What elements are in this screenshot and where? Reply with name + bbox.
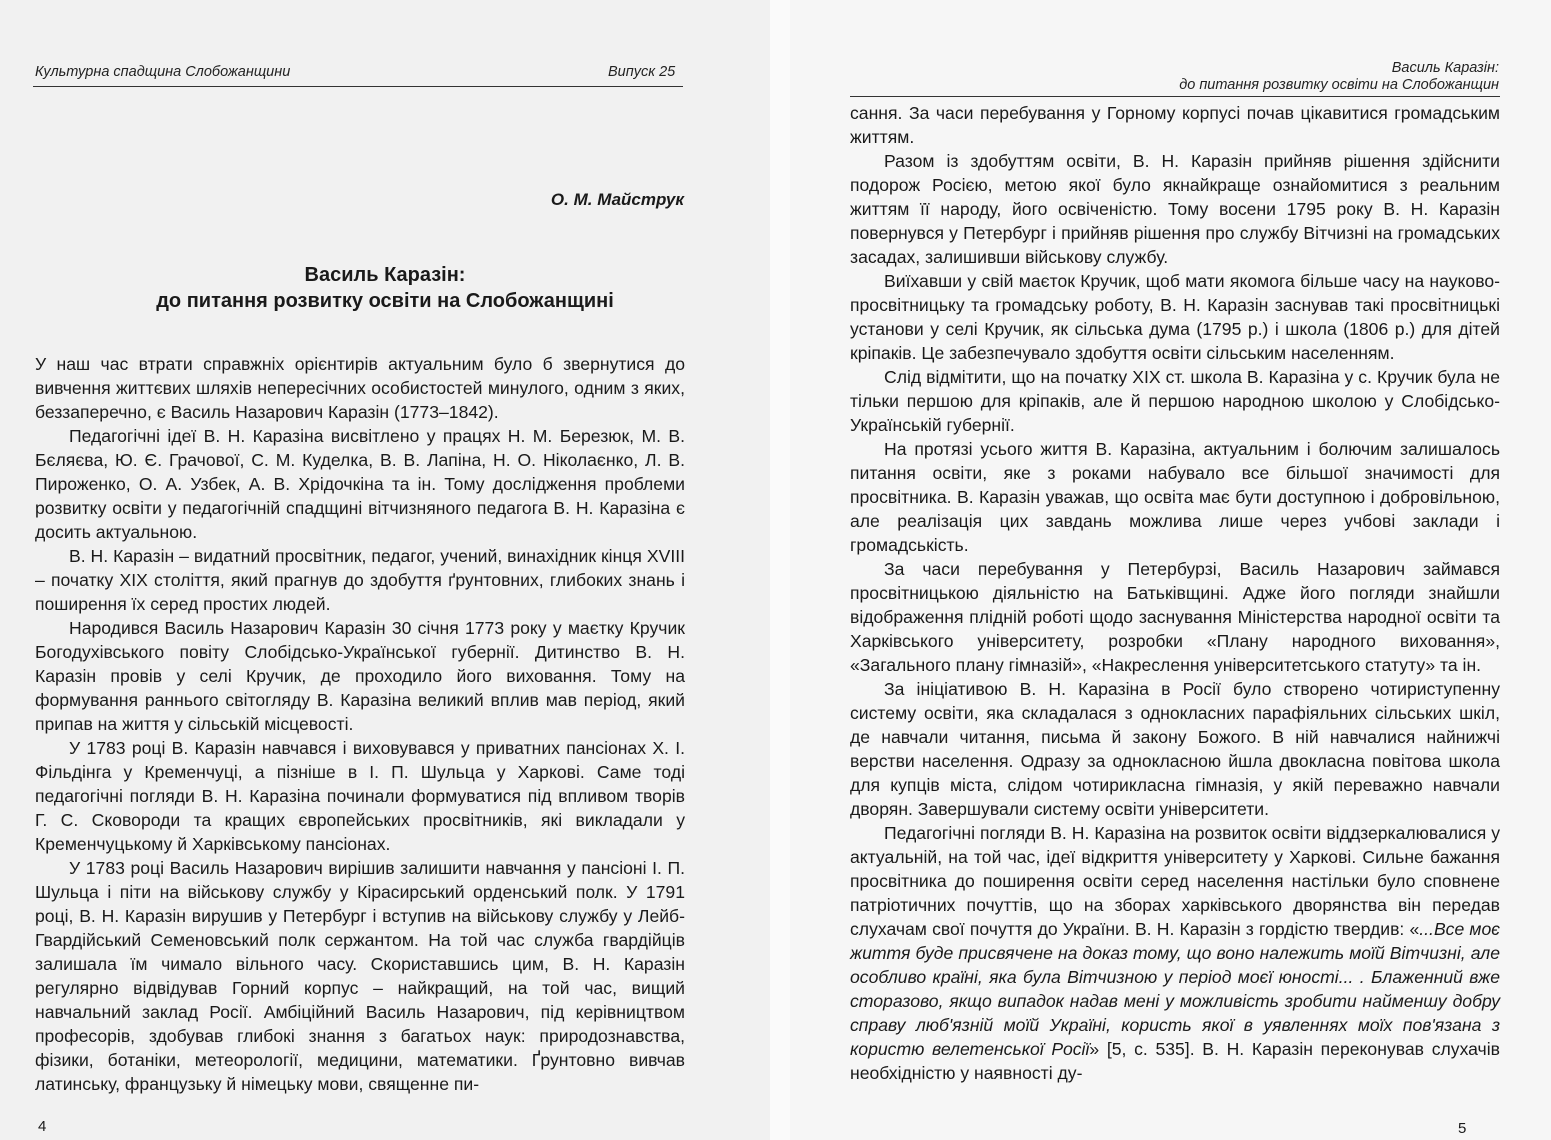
paragraph-start: Педагогічні погляди В. Н. Каразіна на розвиток освіти віддзеркалювалися у актуальній, на той час, ідеї відкриття університету у Харкові. Сильне бажання просвітника до поширення освіти серед населення настільки було сповнене патріотичних почуттів, що на зборах харківського дворянства він передав слухачам свої почуття до України. В. Н. Каразін з гордістю твердив: « <box>850 823 1500 939</box>
running-header-left: Культурна спадщина Слобожанщини <box>35 64 291 80</box>
paragraph: сання. За часи перебування у Горному корпусі почав цікавитися громадським життям. <box>850 103 1500 147</box>
gutter <box>770 0 790 1140</box>
paragraph: За часи перебування у Петербурзі, Василь Назарович займався просвітницькою діяльністю на Батьківщині. Адже його погляди знайшли відображення плідній роботі щодо заснування Міністерства народної освіти та Харківського університету, розробки «Плану народного виховання», «Загального плану гімназій», «Накреслення університетського статуту» та ін. <box>850 559 1500 675</box>
paragraph: Народився Василь Назарович Каразін 30 січня 1773 року у маєтку Кручик Богодухівського повіту Слобідсько-Української губернії. Дитинство В. Н. Каразін провів у селі Кручик, де проходило його виховання. Тому на формування раннього світогляду В. Каразіна великий вплив мав період, який припав на життя у сільській місцевості. <box>35 618 685 734</box>
paragraph: За ініціативою В. Н. Каразіна в Росії було створено чотириступенну систему освіти, яка складалася з однокласних парафіяльних сільських шкіл, де навчали читання, письма й закону Божого. В ній навчалися найнижчі верстви населення. Одразу за однокласною йшла двокласна повітова школа для купців міста, слідом чотирикласна гімназія, у якій переважно навчали дворян. Завершували систему освіти університети. <box>850 679 1500 819</box>
paragraph: В. Н. Каразін – видатний просвітник, педагог, учений, винахідник кінця XVIII – початку XIX століття, який прагнув до здобуття ґрунтовних, глибоких знань і поширення їх серед простих людей. <box>35 546 685 614</box>
quote: ...Все моє життя буде присвячене на доказ тому, що воно належить моїй Вітчизні, але особливо країні, яка була Вітчизною у період моєї юності... . Блаженний вже сторазово, якщо випадок надав мені у можливість зробити найменшу добру справу люб'язній моїй Україні, користь якої в уявленнях моїх пов'язана з користю велетенської Росії <box>850 919 1501 1059</box>
right-body <box>850 101 1500 1085</box>
paragraph: У наш час втрати справжніх орієнтирів актуальним було б звернутися до вивчення життєвих шляхів непересічних особистостей минулого, одним з яких, беззаперечно, є Василь Назарович Каразін (1773–1842). <box>35 354 685 422</box>
left-body <box>35 352 685 1096</box>
header-rule <box>850 96 1500 97</box>
article-title <box>0 262 770 314</box>
running-header-right <box>1179 60 1499 94</box>
left-page <box>0 0 770 1140</box>
right-page <box>790 0 1551 1140</box>
paragraph: У 1783 році В. Каразін навчався і виховувався у приватних пансіонах Х. І. Фільдінга у Кременчуці, а пізніше в І. П. Шульца у Харкові. Саме тоді педагогічні погляди В. Н. Каразіна починали формуватися під впливом творів Г. С. Сковороди та кращих європейських просвітників, які викладали у Кременчуцькому й Харківському пансіонах. <box>35 738 685 854</box>
paragraph: Слід відмітити, що на початку XIX ст. школа В. Каразіна у с. Кручик була не тільки першою для кріпаків, але й першою народною школою у Слобідсько-Українській губернії. <box>850 367 1500 435</box>
paragraph-end: » [5, с. 535]. В. Н. Каразін переконував слухачів необхідністю у наявності ду- <box>850 1039 1500 1083</box>
paragraph: Педагогічні ідеї В. Н. Каразіна висвітлено у працях Н. М. Березюк, М. В. Бєляєва, Ю. Є. Грачової, С. М. Куделка, В. В. Лапіна, Н. О. Ніколаєнко, Л. В. Пироженко, О. А. Узбек, А. В. Хрідочкіна та ін. Тому дослідження проблеми розвитку освіти у педагогічній спадщині вітчизняного педагога В. Н. Каразіна є досить актуальною. <box>35 426 685 542</box>
paragraph: Виїхавши у свій маєток Кручик, щоб мати якомога більше часу на науково-просвітницьку та громадську роботу, В. Н. Каразін заснував такі просвітницькі установи у селі Кручик, як сільська дума (1795 р.) і школа (1806 р.) для дітей кріпаків. Це забезпечувало здобуття освіти сільським населенням. <box>850 271 1500 363</box>
paragraph-with-quote <box>850 821 1500 1085</box>
author: О. М. Майструк <box>550 190 684 209</box>
paragraph: На протязі усього життя В. Каразіна, актуальним і болючим залишалось питання освіти, яке з роками набувало все більшої значимості для просвітника. В. Каразін уважав, що освіта має бути доступною і добровільною, але реалізація цих завдань можлива лише через учбові заклади і громадськість. <box>850 439 1500 555</box>
title-line-2: до питання розвитку освіти на Слобожанщині <box>156 290 614 312</box>
issue-number: Випуск 25 <box>608 64 676 80</box>
title-line-1: Василь Каразін: <box>304 264 466 286</box>
paragraph: Разом із здобуттям освіти, В. Н. Каразін прийняв рішення здійснити подорож Росією, метою якої було якнайкраще ознайомитися з реальним життям її народу, його освіченістю. Тому восени 1795 року В. Н. Каразін повернувся у Петербург і прийняв рішення про службу Вітчизні на громадських засадах, залишивши військову службу. <box>850 151 1500 267</box>
page-number: 4 <box>38 1118 47 1135</box>
header-line-2: до питання розвитку освіти на Слобожанщин <box>1179 77 1499 93</box>
paragraph: У 1783 році Василь Назарович вирішив залишити навчання у пансіоні І. П. Шульца і піти на військову службу у Кірасирський орденський полк. У 1791 році, В. Н. Каразін вирушив у Петербург і вступив на військову службу у Лейб-Гвардійський Семеновський полк сержантом. На той час служба гвардійців залишала їм чимало вільного часу. Скориставшись цим, В. Н. Каразін регулярно відвідував Горний корпус – найкращий, на той час, вищий навчальний заклад Росії. Амбіційний Василь Назарович, під керівництвом професорів, здобував глибокі знання з багатьох наук: природознавства, фізики, ботаніки, метеорології, медицини, математики. Ґрунтовно вивчав латинську, французьку й німецьку мови, священне пи- <box>35 858 685 1094</box>
page-number: 5 <box>1458 1120 1467 1137</box>
header-rule <box>33 86 683 87</box>
header-line-1: Василь Каразін: <box>1391 60 1499 76</box>
